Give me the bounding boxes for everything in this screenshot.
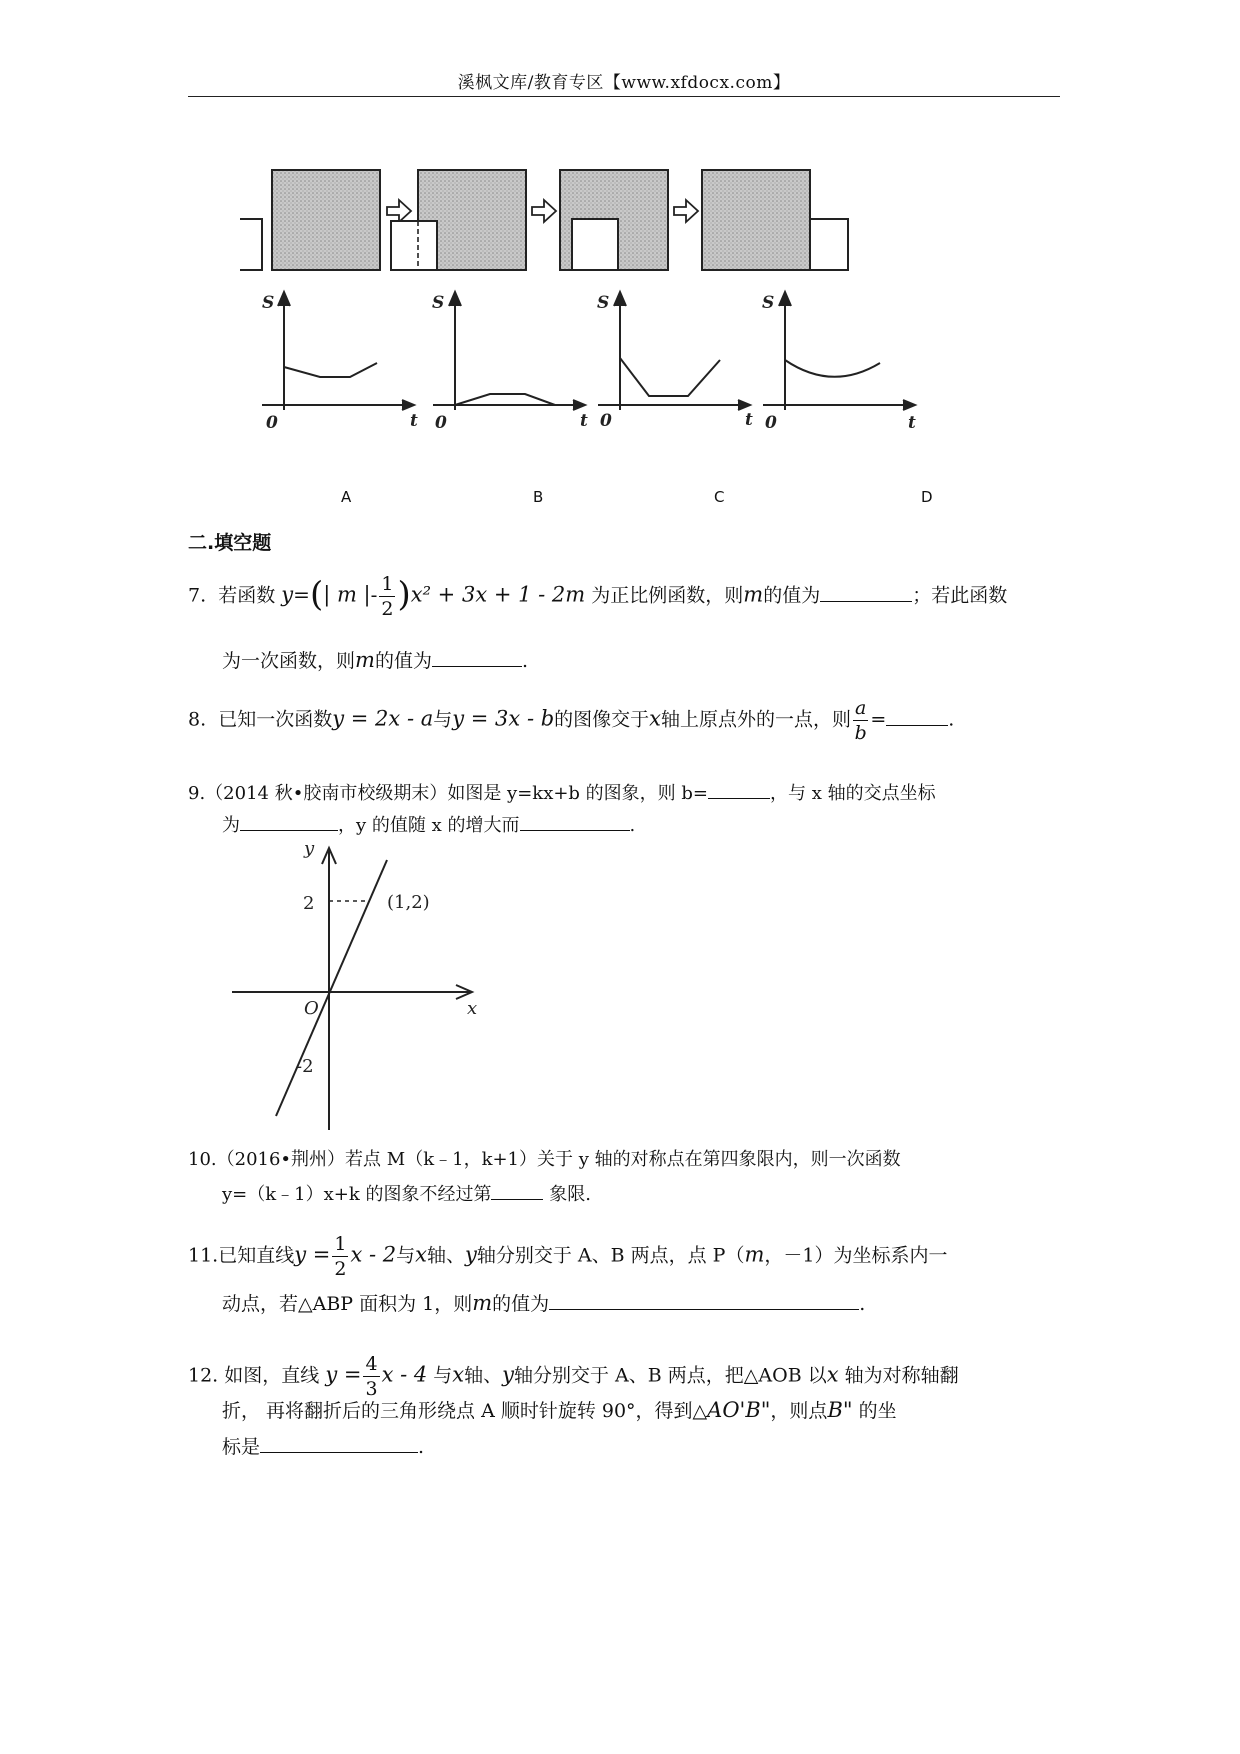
t-axis-label-1: t [580, 411, 588, 431]
question-7-line-2: 为一次函数，则m的值为 . [222, 648, 528, 672]
origin-label-2: 0 [600, 411, 612, 431]
question-10-line-2: y=（k﹣1）x+k 的图象不经过第 象限. [222, 1179, 591, 1209]
question-12-line-3: 标是 . [222, 1432, 424, 1461]
diagram-b [391, 170, 526, 270]
origin-label-1: 0 [435, 413, 447, 433]
question-11-line-2: 动点，若△ABP 面积为 1，则m的值为 . [222, 1291, 866, 1315]
origin-label-3: 0 [765, 413, 777, 433]
graph-d [763, 292, 915, 410]
option-c-label: C [714, 488, 725, 506]
graph-a [262, 292, 414, 410]
origin-label-0: 0 [266, 413, 278, 433]
question-9-line-1: 9.（2014 秋•胶南市校级期末）如图是 y=kx+b 的图象，则 b= ，与 x 轴的交点坐标 [188, 778, 936, 808]
q9-graph [220, 840, 480, 1140]
translation-figure [240, 160, 1010, 500]
question-9-line-2: 为 ，y 的值随 x 的增大而 . [222, 810, 635, 840]
q9-label-o: O [304, 998, 319, 1019]
t-axis-label-0: t [410, 411, 418, 431]
option-a-label: A [341, 488, 352, 506]
q7-blank-2[interactable] [432, 646, 522, 667]
graph-b [433, 292, 585, 410]
q8-blank[interactable] [886, 705, 948, 726]
option-d-label: D [921, 488, 933, 506]
diagram-c [560, 170, 668, 270]
diagram-d [702, 170, 848, 270]
option-b-label: B [533, 488, 544, 506]
q9-label-y: y [304, 840, 315, 859]
graph-c [598, 292, 750, 410]
q11-blank[interactable] [549, 1289, 859, 1310]
question-10-line-1: 10.（2016•荆州）若点 M（k﹣1，k+1）关于 y 轴的对称点在第四象限内，则一次函数 [188, 1149, 901, 1170]
t-axis-label-3: t [908, 413, 916, 433]
q9-blank-2[interactable] [240, 810, 338, 831]
q9-label-x: x [467, 998, 478, 1019]
question-12-line-1: 12. 如图，直线 y = $\frac{4}{3}$ x - 4 与x轴、y轴分别交于 A、B 两点，把△AOB 以x 轴为对称轴翻 [188, 1353, 959, 1400]
graph-c-s: S [597, 293, 610, 313]
q12-blank[interactable] [260, 1432, 418, 1453]
q9-blank-3[interactable] [520, 810, 630, 831]
question-7-line-1: 7. 若函数 y=(| m |- $\frac{1}{2}$ )x² + 3x + 1 - 2m 为正比例函数，则m的值为 ；若此函数 [188, 573, 1008, 620]
graph-a-s: S [262, 293, 275, 313]
diagram-a [240, 170, 380, 270]
q9-point-label: (1,2) [387, 892, 430, 913]
question-8: 8. 已知一次函数y = 2x - a与y = 3x - b的图像交于x轴上原点外的一点，则 $\frac{a}{b}$ = . [188, 697, 955, 744]
q9-tick-minus-2: -2 [296, 1056, 314, 1077]
page-header: 溪枫文库/教育专区【www.xfdocx.com】 [457, 73, 791, 93]
question-11-line-1: 11.已知直线y = $\frac{1}{2}$ x - 2与x轴、y轴分别交于 A、B 两点，点 P（m，－1）为坐标系内一 [188, 1233, 948, 1280]
header-rule [188, 96, 1060, 97]
section-title: 二.填空题 [188, 532, 272, 554]
q9-blank-1[interactable] [708, 778, 770, 799]
t-axis-label-2: t [745, 410, 753, 430]
q10-blank[interactable] [491, 1179, 543, 1200]
q7-blank-1[interactable] [820, 581, 912, 602]
graph-d-s: S [762, 293, 775, 313]
question-12-line-2: 折， 再将翻折后的三角形绕点 A 顺时针旋转 90°，得到△AO'B"，则点B" 的坐 [222, 1398, 897, 1422]
q9-tick-2: 2 [303, 893, 315, 914]
graph-b-s: S [432, 293, 445, 313]
